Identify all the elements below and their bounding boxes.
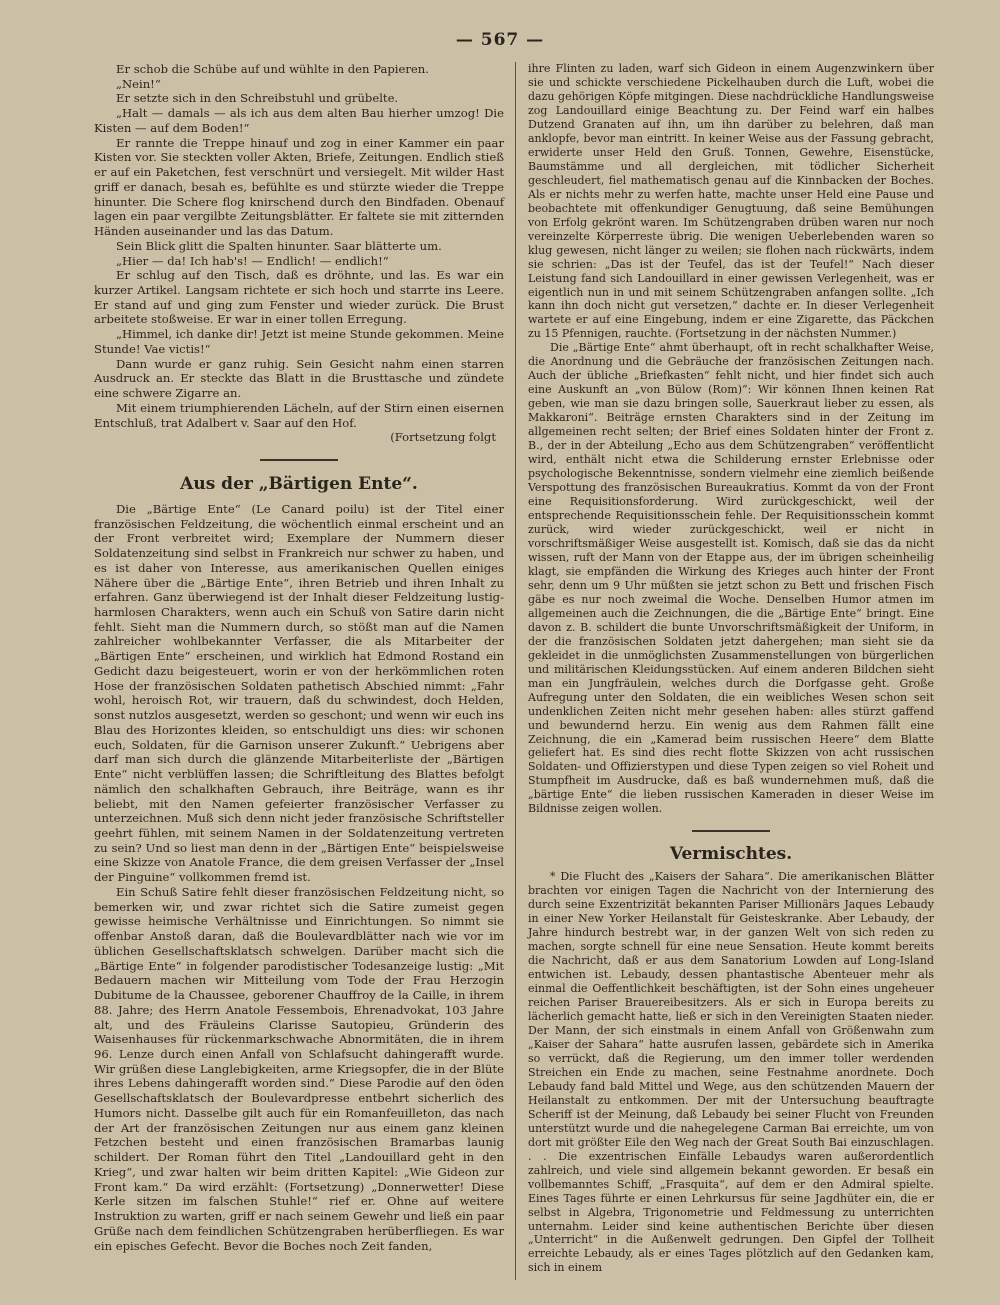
story-paragraph: Er schob die Schübe auf und wühlte in den Papieren. [116,62,429,76]
article-title: Aus der „Bärtigen Ente“. [180,474,418,495]
page-number: — 567 — [455,30,545,50]
story-paragraph: Er schlug auf den Tisch, daß es dröhnte, und las. Es war ein kurzer Artikel. Langsam richtete er sich hoch und starrte ins Leere. Er stand auf und ging zum Fenster und wieder zurück. Die Brust arbeitete stoßweise. Er war in einer tollen Erregung. [94,268,504,327]
right-column [528,62,934,1275]
article-section [94,474,504,1253]
story-section [94,62,504,445]
article-paragraph: Die „Bärtige Ente“ ahmt überhaupt, oft in recht schalkhafter Weise, die Anordnung und die Gebräuche der französischen Zeitungen nach. Auch der übliche „Briefkasten“ fehlt nicht, und hier findet sich auch eine Auskunft an „von Bülow (Rom)“: Wir können Ihnen keinen Rat geben, wie man sie dazu bringen solle, Sauerkraut lieber zu essen, als Makkaroni“. Beiträge ernsten Charakters sind in der Zeitung im allgemeinen recht selten; der Brief eines Soldaten hinter der Front z. B., der in der Abteilung „Echo aus dem Schützengraben“ veröffentlicht wird, enthält nicht etwa die Schilderung ernster Erlebnisse oder psychologische Bekenntnisse, sondern vielmehr eine ziemlich beißende Verspottung des französischen Bureaukratius. Kommt da von der Front eine Requisitionsforderung. Wird zurückgeschickt, weil der entsprechende Requisitionsschein fehle. Der Requisitionsschein kommt zurück, wird wieder zurückgeschickt, weil er nicht in vorschriftsmäßiger Weise ausgestellt ist. Komisch, daß sie das da nicht wissen, ruft der Mann von der Etappe aus, der im übrigen scheinheilig klagt, sie empfänden die Wirkung des Krieges auch hinter der Front sehr, denn um 9 Uhr müßten sie jetzt schon zu Bett und frischen Fisch gäbe es nur noch zweimal die Woche. Denselben Humor atmen im allgemeinen auch die Zeichnungen, die die „Bärtige Ente“ bringt. Eine davon z. B. schildert die bunte Unvorschriftsmäßigkeit der Uniform, in der die französischen Soldaten jetzt dahergehen; man sieht sie da gekleidet in die unmöglichsten Zusammenstellungen von bürgerlichen und militärischen Kleidungsstücken. Auf einem anderen Bildchen sieht man ein Jungfräulein, welches durch die Dorfgasse geht. Große Aufregung unter den Soldaten, die ein weibliches Wesen schon seit undenklichen Zeiten nicht mehr gesehen haben: alles stürzt gaffend und bewundernd herzu. Ein wenig aus dem Rahmen fällt eine Zeichnung, die ein „Kamerad beim russischen Heere“ dem Blatte geliefert hat. Es sind dies recht flotte Skizzen von acht russischen Soldaten- und Offizierstypen und diese Typen zeigen so viel Roheit und Stumpfheit im Ausdrucke, daß es baß wundernehmen muß, daß die „bärtige Ente“ die lieben russischen Kameraden in dieser Weise im Bildnisse zeigen wollen. [528,341,934,816]
story-paragraph: Dann wurde er ganz ruhig. Sein Gesicht nahm einen starren Ausdruck an. Er steckte das Blatt in die Brusttasche und zündete eine schwere Zigarre an. [94,356,504,401]
continued-note: (Fortsetzung folgt [390,430,496,445]
article-paragraph: Ein Schuß Satire fehlt dieser französischen Feldzeitung nicht, so bemerken wir, und zwar richtet sich die Satire zumeist gegen gewisse heimische Verhältnisse und Einrichtungen. So nimmt sie offenbar Anstoß daran, daß die Boulevardblätter nach wie vor im üblichen Gesellschaftsklatsch schwelgen. Darüber macht sich die „Bärtige Ente“ in folgender parodistischer Todesanzeige lustig: „Mit Bedauern machen wir Mitteilung vom Tode der Frau Herzogin Dubitume de la Chaussee, geborener Chauffroy de la Caille, in ihrem 88. Jahre; des Herrn Anatole Fessembois, Ehrenadvokat, 103 Jahre alt, und des Fräuleins Clarisse Sautopieu, Gründerin des Waisenhauses für rückenmarkschwache Abnormitäten, die in ihrem 96. Lenze durch einen Anfall von Schlafsucht dahingerafft wurde. Wir grüßen diese Langlebigkeiten, arme Kriegsopfer, die in der Blüte ihres Lebens dahingerafft worden sind.“ Diese Parodie auf den öden Gesellschaftsklatsch der Boulevardpresse entbehrt sicherlich des Humors nicht. Dasselbe gilt auch für ein Romanfeuilleton, das nach der Art der französischen Zeitungen nur aus einem ganz kleinen Fetzchen besteht und einen französischen Bramarbas launig schildert. Der Roman führt den Titel „Landouillard geht in den Krieg“, und zwar halten wir beim dritten Kapitel: „Wie Gideon zur Front kam.“ Da wird erzählt: (Fortsetzung) „Donnerwetter! Diese Kerle sitzen im falschen Stuhle!“ rief er. Ohne auf weitere Instruktion zu warten, griff er nach seinem Gewehr und ließ ein paar Grüße nach dem feindlichen Schützengraben herüberfliegen. Es war ein episches Gefecht. Bevor die Boches noch Zeit fanden, [94,884,504,1253]
story-paragraph: „Nein!“ [116,76,161,91]
section-divider [260,459,338,461]
story-paragraph: Sein Blick glitt die Spalten hinunter. Saar blätterte um. [116,238,442,253]
misc-paragraph: * Die Flucht des „Kaisers der Sahara“. Die amerikanischen Blätter brachten vor einigen Tagen die Nachricht von der Internierung des durch seine Exzentrizität bekannten Pariser Millionärs Jaques Lebaudy in einer New Yorker Heilanstalt für Geisteskranke. Aber Lebaudy, der Jahre hindurch bestrebt war, in der ganzen Welt von sich reden zu machen, sorgte schnell für eine neue Sensation. Heute kommt bereits die Nachricht, daß er aus dem Sanatorium Lowden auf Long-Island entwichen ist. Lebaudy, dessen phantastische Abenteuer mehr als einmal die Oeffentlichkeit beschäftigten, ist der Sohn eines ungeheuer reichen Pariser Brauereibesitzers. Als er sich in Europa bereits zu lächerlich gemacht hatte, ließ er sich in den Vereinigten Staaten nieder. Der Mann, der sich einstmals in einem Anfall von Größenwahn zum „Kaiser der Sahara“ hatte ausrufen lassen, gebärdete sich in Amerika so verrückt, daß die Regierung, um den immer toller werdenden Streichen ein Ende zu machen, seine Festnahme anordnete. Doch Lebaudy fand bald Mittel und Wege, aus den schützenden Mauern der Heilanstalt zu entkommen. Der mit der Untersuchung beauftragte Scheriff ist der Meinung, daß Lebaudy bei seiner Flucht von Freunden unterstützt wurde und die nahegelegene Carman Bai erreichte, um von dort mit größter Eile den Weg nach der Great South Bai einzuschlagen. . . Die exzentrischen Einfälle Lebaudys waren außerordentlich zahlreich, und viele sind allgemein bekannt geworden. Er besaß ein vollbemanntes Schiff, „Frasquita“, auf dem er den Admiral spielte. Eines Tages führte er einen Lehrkursus für seine Jagdhüter ein, die er selbst in Algebra, Trigonometrie und Feldmessung zu unterrichten unternahm. Leider sind keine authentischen Berichte über diesen „Unterricht“ in die Außenwelt gedrungen. Den Gipfel der Tollheit erreichte Lebaudy, als er eines Tages plötzlich auf den Gedanken kam, sich in einem [528,870,934,1275]
story-paragraph: „Halt — damals — als ich aus dem alten Bau hierher umzog! Die Kisten — auf dem Boden!“ [94,106,504,135]
misc-section [528,844,934,1275]
article-paragraph: Die „Bärtige Ente“ (Le Canard poilu) ist der Titel einer französischen Feldzeitung, die wöchentlich einmal erscheint und an der Front verbreitet wird; Exemplare der Nummern dieser Soldatenzeitung sind selbst in Frankreich nur schwer zu haben, und es ist daher von Interesse, aus amerikanischen Quellen einiges Nähere über die „Bärtige Ente“, ihren Betrieb und ihren Inhalt zu erfahren. Ganz überwiegend ist der Inhalt dieser Feldzeitung lustig-harmlosen Charakters, wenn auch ein Schuß von Satire darin nicht fehlt. Sieht man die Nummern durch, so stößt man auf die Namen zahlreicher wohlbekannter Verfasser, die als Mitarbeiter der „Bärtigen Ente“ erscheinen, und wirklich hat Edmond Rostand ein Gedicht dazu beigesteuert, worin er von der herkömmlichen roten Hose der französischen Soldaten pathetisch Abschied nimmt: „Fahr wohl, heroisch Rot, wir trauern, daß du schwindest, doch Helden, sonst nutzlos ausgesetzt, werden so geschont; und wenn wir euch ins Blau des Horizontes kleiden, so entschuldigt uns dies: wir schonen euch, Soldaten, für die Garnison unserer Zukunft.“ Uebrigens aber darf man sich durch die glänzende Mitarbeiterliste der „Bärtigen Ente“ nicht verblüffen lassen; die Schriftleitung des Blattes befolgt nämlich den schalkhaften Gebrauch, ihre Beiträge, wann es ihr beliebt, mit den Namen gefeierter französischer Verfasser zu unterzeichnen. Muß sich denn nicht jeder französische Schriftsteller geehrt fühlen, mit seinem Namen in der Soldatenzeitung vertreten zu sein? Und so liest man denn in der „Bärtigen Ente“ beispielsweise eine Skizze von Anatole France, die dem greisen Verfasser der „Insel der Pinguine“ vollkommen fremd ist. [94,501,504,885]
article-paragraph: ihre Flinten zu laden, warf sich Gideon in einem Augenzwinkern über sie und schickte verschiedene Pickelhauben durch die Luft, wobei die dazu gehörigen Köpfe mitgingen. Diese nachdrückliche Handlungsweise zog Landouillard einige Beachtung zu. Der Feind warf ein halbes Dutzend Granaten auf ihn, um ihn darüber zu belehren, daß man anklopfe, bevor man eintritt. In keiner Weise aus der Fassung gebracht, erwiderte unser Held den Gruß. Tonnen, Gewehre, Eisenstücke, Baumstämme und all dergleichen, mit tödlicher Sicherheit geschleudert, fiel mathematisch genau auf die Kinnbacken der Boches. Als er nichts mehr zu werfen hatte, machte unser Held eine Pause und beobachtete mit offenkundiger Genugtuung, daß seine Bemühungen von Erfolg gekrönt waren. Im Schützengraben drüben waren nur noch vereinzelte Körperreste übrig. Die wenigen Ueberlebenden waren so klug gewesen, nicht länger zu weilen; sie flohen nach rückwärts, indem sie schrien: „Das ist der Teufel, das ist der Teufel!“ Nach dieser Leistung fand sich Landouillard in einer gewissen Verlegenheit, was er eigentlich nun in und mit seinem Schützengraben anfangen sollte. „Ich kann ihn doch nicht gut versetzen,“ dachte er. In dieser Verlegenheit wartete er auf eine Eingebung, indem er eine Zigarette, das Päckchen zu 15 Pfennigen, rauchte. (Fortsetzung in der nächsten Nummer.) [528,62,934,341]
misc-title: Vermischtes. [669,844,793,865]
story-paragraph: Mit einem triumphierenden Lächeln, auf der Stirn einen eisernen Entschluß, trat Adalbert v. Saar auf den Hof. [94,400,504,430]
story-paragraph: „Himmel, ich danke dir! Jetzt ist meine Stunde gekommen. Meine Stunde! Vae victis!“ [94,327,504,356]
article-continuation [528,62,934,816]
story-paragraph: „Hier — da! Ich hab's! — Endlich! — endlich!“ [116,253,389,268]
section-divider [692,830,770,832]
left-column [94,62,504,1253]
story-paragraph: Er rannte die Treppe hinauf und zog in einer Kammer ein paar Kisten vor. Sie steckten voller Akten, Briefe, Zeitungen. Endlich stieß er auf ein Paketchen, fest verschnürt und versiegelt. Mit wilder Hast griff er danach, besah es, befühlte es und stürzte wieder die Treppe hinunter. Die Schere flog knirschend durch den Bindfaden. Obenauf lagen ein paar vergilbte Zeitungsblätter. Er faltete sie mit zitternden Händen auseinander und las das Datum. [94,135,504,239]
story-paragraph: Er setzte sich in den Schreibstuhl und grübelte. [116,91,399,106]
column-divider [515,62,516,1280]
